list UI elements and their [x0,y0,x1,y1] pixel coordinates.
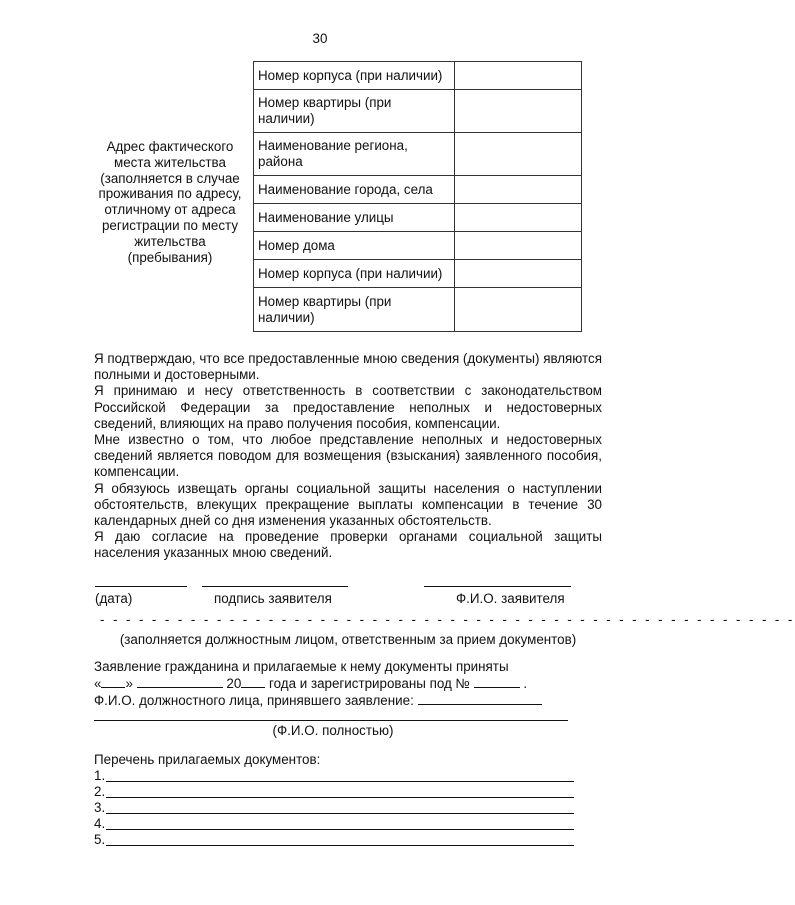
list-item[interactable] [94,768,574,784]
table-row [254,232,582,260]
address-field-value[interactable] [455,288,582,332]
address-section-label: Адрес фактического места жительства (заполняется в случае проживания по адресу, отличному от адреса регистрации по месту жительства (пребывания) [98,139,242,265]
list-item[interactable] [94,784,574,800]
date-caption: (дата) [95,591,133,606]
address-field-label: Номер квартиры (при наличии) [254,288,455,332]
list-item-number: 1. [94,768,106,783]
address-field-label: Наименование города, села [254,176,455,204]
declaration-paragraph: Я даю согласие на проведение проверки органами социальной защиты населения указанных мною сведений. [94,529,602,561]
acceptance-block [94,659,594,710]
declaration-paragraph: Я подтверждаю, что все предоставленные мною сведения (документы) являются полными и достоверными. [94,351,602,383]
address-field-value[interactable] [455,260,582,288]
list-item-line [106,813,574,814]
address-field-value[interactable] [455,204,582,232]
attached-documents-title: Перечень прилагаемых документов: [94,752,321,767]
address-field-label: Номер корпуса (при наличии) [254,62,455,90]
list-item-number: 3. [94,800,106,815]
fio-caption: Ф.И.О. заявителя [456,591,565,606]
address-field-label: Наименование улицы [254,204,455,232]
date-line[interactable] [95,586,187,587]
full-name-line[interactable] [94,720,568,721]
address-field-value[interactable] [455,62,582,90]
table-row [254,260,582,288]
address-field-value[interactable] [455,90,582,133]
list-item[interactable] [94,832,574,848]
official-name-field[interactable] [418,692,542,705]
table-row [254,62,582,90]
table-row [254,204,582,232]
list-item-number: 2. [94,784,106,799]
list-item-line [106,797,574,798]
address-field-value[interactable] [455,232,582,260]
registered-text: года и зарегистрированы под № [269,676,470,692]
signature-caption: подпись заявителя [214,591,332,606]
acceptance-date-line [94,675,594,692]
year-field[interactable] [241,675,265,688]
period: . [523,676,528,692]
staff-note: (заполняется должностным лицом, ответственным за прием документов) [119,632,577,647]
day-field[interactable] [101,675,125,688]
table-row [254,90,582,133]
official-line [94,692,594,709]
table-row [254,133,582,176]
address-field-value[interactable] [455,176,582,204]
list-item[interactable] [94,816,574,832]
month-field[interactable] [137,675,223,688]
declaration-paragraph: Я принимаю и несу ответственность в соответствии с законодательством Российской Федерации за предоставление неполных и недостоверных сведений, влияющих на право получения пособия, компенсации. [94,383,602,431]
full-name-caption: (Ф.И.О. полностью) [272,723,394,738]
table-row [254,288,582,332]
list-item-line [106,829,574,830]
address-field-value[interactable] [455,133,582,176]
declaration-paragraph: Я обязуюсь извещать органы социальной защиты населения о наступлении обстоятельств, влекущих прекращение выплаты компенсации в течение 30 календарных дней со дня изменения указанных обстоятельств. [94,480,602,529]
address-table [253,61,582,332]
list-item[interactable] [94,800,574,816]
list-item-line [106,781,574,782]
fio-line[interactable] [424,586,571,587]
declaration-paragraph: Мне известно о том, что любое представление неполных и недостоверных сведений является поводом для возмещения (взыскания) заявленного пособия, компенсации. [94,432,602,480]
registration-number-field[interactable] [474,675,520,688]
list-item-line [106,845,574,846]
list-item-number: 5. [94,832,106,847]
signature-line[interactable] [202,586,348,587]
official-text: Ф.И.О. должностного лица, принявшего заявление: [94,693,414,709]
quote-open: « [94,676,102,692]
year-prefix: 20 [226,676,242,692]
address-field-label: Наименование региона, района [254,133,455,176]
quote-close: » [125,676,133,692]
address-field-label: Номер дома [254,232,455,260]
acceptance-line: Заявление гражданина и прилагаемые к нему документы приняты [94,659,509,674]
address-field-label: Номер квартиры (при наличии) [254,90,455,133]
list-item-number: 4. [94,816,106,831]
page-number: 30 [312,31,328,46]
declaration-text [94,351,602,562]
separator: - - - - - - - - - - - - - - - - - - - - - - - - - - - - - - - - - - - - - - - - - - - - - - - - - - - - - - [100,612,795,627]
address-field-label: Номер корпуса (при наличии) [254,260,455,288]
table-row [254,176,582,204]
